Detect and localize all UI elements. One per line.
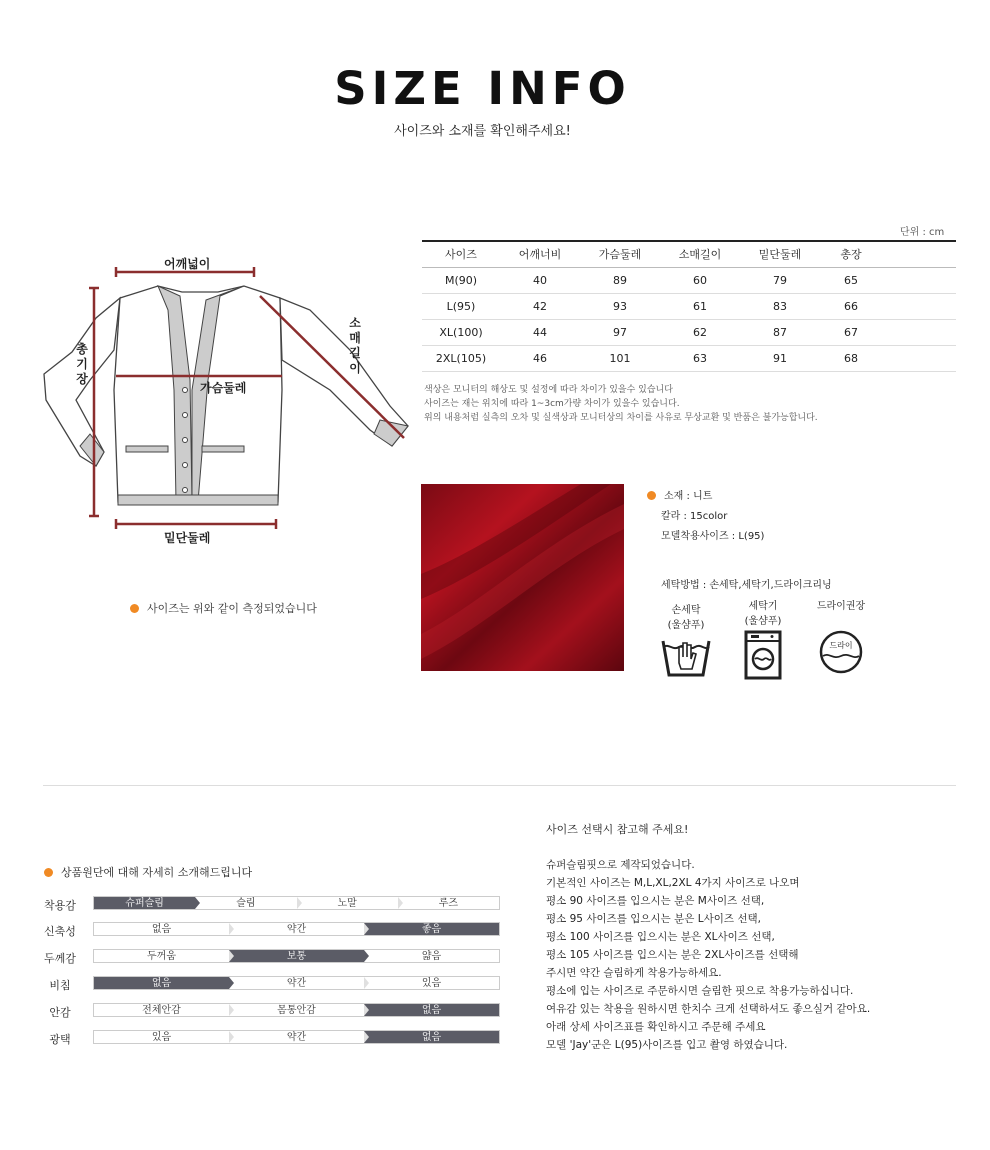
table-cell: 67	[820, 319, 882, 345]
table-cell: 89	[580, 267, 660, 293]
size-notes	[424, 383, 818, 425]
table-cell: 68	[820, 345, 882, 371]
property-bar	[93, 1030, 500, 1044]
guide-line: 평소 90 사이즈를 입으시는 분은 M사이즈 선택,	[546, 895, 765, 907]
property-bar	[93, 1003, 500, 1017]
table-cell: 62	[660, 319, 740, 345]
table-cell: 101	[580, 345, 660, 371]
table-cell: 2XL(105)	[422, 345, 500, 371]
table-cell: 63	[660, 345, 740, 371]
table-cell: L(95)	[422, 293, 500, 319]
property-label: 신축성	[44, 925, 76, 938]
property-label: 광택	[49, 1033, 71, 1046]
property-lining	[40, 1003, 500, 1019]
property-bar	[93, 896, 500, 910]
option-segment: 슈퍼슬림	[94, 897, 195, 909]
table-cell: 44	[500, 319, 580, 345]
property-bar	[93, 922, 500, 936]
table-cell: XL(100)	[422, 319, 500, 345]
table-cell: 83	[740, 293, 820, 319]
page-title: SIZE INFO	[334, 62, 631, 115]
guide-line: 여유감 있는 착용을 원하시면 한치수 크게 선택하셔도 좋으실거 같아요.	[546, 1003, 871, 1015]
washing-machine-icon	[743, 629, 783, 681]
guide-line: 모델 'Jay'군은 L(95)사이즈를 입고 촬영 하였습니다.	[546, 1039, 788, 1051]
guide-line: 주시면 약간 슬림하게 착용가능하세요.	[546, 967, 722, 979]
property-bar	[93, 976, 500, 990]
color-line: 칼라 : 15color	[661, 511, 728, 522]
column-header: 가슴둘레	[580, 241, 660, 267]
property-gloss	[40, 1030, 500, 1046]
table-cell: M(90)	[422, 267, 500, 293]
guide-line: 평소 95 사이즈를 입으시는 분은 L사이즈 선택,	[546, 913, 762, 925]
option-segment: 슬림	[195, 897, 296, 909]
table-cell: 42	[500, 293, 580, 319]
section-divider	[43, 785, 956, 786]
option-segment: 없음	[94, 923, 229, 935]
table-cell: 93	[580, 293, 660, 319]
note-line: 위의 내용처럼 실측의 오차 및 실색상과 모니터상의 차이를 사유로 무상교환 및 반품은 불가능합니다.	[424, 413, 818, 423]
option-segment: 좋음	[364, 923, 499, 935]
note-line: 사이즈는 재는 위치에 따라 1~3cm가량 차이가 있을수 있습니다.	[424, 399, 680, 409]
bullet-icon	[44, 868, 53, 877]
option-segment: 두꺼움	[94, 950, 229, 962]
option-segment: 루즈	[438, 898, 459, 909]
measure-note: 사이즈는 위와 같이 측정되었습니다	[130, 600, 317, 616]
property-label: 비침	[49, 979, 71, 992]
option-segment: 몸통안감	[229, 1004, 364, 1016]
material-line: 소재 : 니트	[664, 491, 713, 502]
property-sheer	[40, 976, 500, 992]
column-header: 사이즈	[422, 241, 500, 267]
wash-item-machine: 세탁기 (울샴푸)	[733, 597, 793, 684]
table-cell: 97	[580, 319, 660, 345]
option-segment: 보통	[229, 950, 364, 962]
option-segment: 약간	[229, 1031, 364, 1043]
dry-clean-icon	[817, 628, 865, 676]
option-segment: 없음	[94, 977, 229, 989]
table-row	[422, 345, 956, 371]
table-cell: 91	[740, 345, 820, 371]
wash-item-hand: 손세탁 (울샴푸)	[656, 601, 716, 682]
table-cell: 46	[500, 345, 580, 371]
size-guide-text	[546, 856, 870, 1054]
option-segment: 약간	[229, 923, 364, 935]
option-segment: 있음	[94, 1031, 229, 1043]
wash-item-dry: 드라이권장 드라이	[806, 597, 876, 679]
option-segment: 전체안감	[94, 1004, 229, 1016]
table-header-row	[422, 241, 956, 267]
table-cell: 66	[820, 293, 882, 319]
guide-line: 슈퍼슬림핏으로 제작되었습니다.	[546, 859, 695, 871]
table-cell: 65	[820, 267, 882, 293]
hem-label: 밑단둘레	[164, 531, 211, 545]
column-header: 밑단둘레	[740, 241, 820, 267]
shoulder-label: 어깨넓이	[164, 257, 211, 271]
total-length-label: 총 기 장	[76, 342, 88, 386]
option-segment: 얇음	[421, 951, 442, 962]
property-label: 두께감	[44, 952, 76, 965]
property-label: 안감	[49, 1006, 71, 1019]
option-segment: 있음	[421, 978, 442, 989]
table-cell: 79	[740, 267, 820, 293]
table-cell: 61	[660, 293, 740, 319]
cardigan-diagram	[30, 240, 420, 560]
option-segment: 없음	[364, 1031, 499, 1043]
table-row	[422, 267, 956, 293]
property-bar	[93, 949, 500, 963]
unit-label: 단위 : cm	[900, 227, 945, 238]
hand-wash-icon	[659, 633, 713, 679]
guide-line: 기본적인 사이즈는 M,L,XL,2XL 4가지 사이즈로 나오며	[546, 877, 800, 889]
property-label: 착용감	[44, 899, 76, 912]
size-table	[422, 240, 956, 372]
option-segment: 노말	[297, 897, 398, 909]
note-line: 색상은 모니터의 해상도 및 설정에 따라 차이가 있을수 있습니다	[424, 385, 673, 395]
wash-method: 세탁방법 : 손세탁,세탁기,드라이크리닝	[661, 580, 832, 591]
column-header: 소매길이	[660, 241, 740, 267]
option-segment: 약간	[229, 977, 364, 989]
dry-text: 드라이	[829, 641, 853, 650]
guide-line: 아래 상세 사이즈표를 확인하시고 주문해 주세요	[546, 1021, 766, 1033]
table-row	[422, 293, 956, 319]
property-stretch	[40, 922, 500, 938]
page-subtitle: 사이즈와 소재를 확인해주세요!	[394, 124, 571, 139]
bullet-icon	[130, 604, 139, 613]
guide-line: 평소 105 사이즈를 입으시는 분은 2XL사이즈를 선택해	[546, 949, 799, 961]
guide-line: 평소 100 사이즈를 입으시는 분은 XL사이즈 선택,	[546, 931, 775, 943]
guide-line: 평소에 입는 사이즈로 주문하시면 슬림한 핏으로 착용가능하십니다.	[546, 985, 854, 997]
chest-label: 가슴둘레	[200, 381, 247, 395]
table-cell: 87	[740, 319, 820, 345]
option-segment: 없음	[364, 1004, 499, 1016]
property-thickness	[40, 949, 500, 965]
table-row	[422, 319, 956, 345]
model-size-line: 모델착용사이즈 : L(95)	[661, 531, 765, 542]
column-header: 총장	[820, 241, 882, 267]
fabric-detail-title: 상품원단에 대해 자세히 소개해드립니다	[44, 864, 252, 880]
size-guide-title: 사이즈 선택시 참고해 주세요!	[546, 823, 689, 836]
table-cell: 40	[500, 267, 580, 293]
bullet-icon	[647, 491, 656, 500]
material-info	[647, 487, 764, 547]
sleeve-length-label: 소 매 길 이	[349, 316, 361, 375]
column-header: 어깨너비	[500, 241, 580, 267]
fabric-swatch-image	[421, 484, 624, 671]
table-cell: 60	[660, 267, 740, 293]
cardigan-illustration	[30, 240, 420, 560]
property-fit	[40, 896, 500, 912]
